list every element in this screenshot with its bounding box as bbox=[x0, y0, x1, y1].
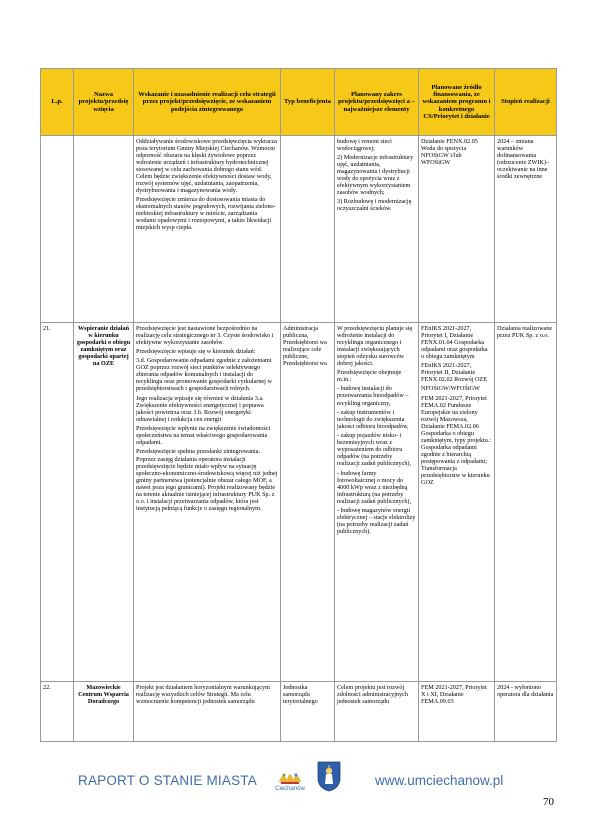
table-row bbox=[41, 682, 557, 742]
row-status: 2024 – zmiana warunków dofinansowania (odrzucenie ZWIK)– oczekiwanie na inne środki zewnętrzne bbox=[495, 136, 557, 323]
jubilee-logo-text: Ciechanów bbox=[275, 786, 305, 792]
footer-website-link[interactable]: www.umciechanow.pl bbox=[375, 773, 504, 788]
funding-item: FEnIKS 2021-2027, Priorytet II, Działanie FENX.02.02 Rozwój OZE bbox=[421, 362, 487, 384]
header-justification: Wskazanie i uzasadnienie realizacji celu strategii przez projekt/przedsięwzięcie, ze wskazaniem podejścia zintegrowanego bbox=[134, 69, 281, 136]
header-planned-scope: Planowany zakres projektu/przedsięwzięci a – najważniejsze elementy bbox=[335, 69, 419, 136]
page-number: 70 bbox=[543, 796, 554, 808]
row-funding: Działanie FENX.02.05 Woda do spożycia NFOŚiGW i/lub WFOŚiGW bbox=[419, 136, 495, 323]
scope-item: 3) Rozbudowę i modernizację oczyszczalni ścieków. bbox=[337, 198, 412, 213]
row-scope bbox=[335, 682, 419, 742]
funding-item: FEM 2021-2027, Priorytet FEMA.02 Fundusze Europejskie na zielony rozwój Mazowsza, Działanie FEMA.02.06 Gospodarka o obiegu zamkniętym, typy projektu.: Gospodarka odpadami zgodnie z hierarchią postępowania z odpadami; Transformacja przedsiębiorstw w kierunku GOZ bbox=[421, 394, 492, 487]
row-scope bbox=[335, 136, 419, 323]
description-paragraph: Przedsięwzięcie jest nastawione bezpośrednio na realizację celu strategicznego nr 3. Czyste środowisko i efektywne wykorzystanie zasobów. bbox=[136, 324, 274, 346]
scope-item: - zakup instrumentów i technologii do zwiększenia jakości odbioru bioodpadów, bbox=[337, 408, 409, 430]
header-project-name: Nazwa projektu/przedsię wzięcia bbox=[74, 69, 134, 136]
table-header-row bbox=[41, 69, 557, 136]
row-lp bbox=[41, 136, 74, 323]
row-project-name: Mazowieckie Centrum Wsparcia Doradczego bbox=[74, 682, 134, 742]
scope-item: - zakup pojazdów nisko- i bezemisyjnych wraz z wyposażeniem do odbioru odpadów (na potrzeby realizacji zadań publicznych), bbox=[337, 432, 412, 468]
header-funding-source: Planowane źródło finansowania, ze wskazaniem programu i konkretnego CS/Priorytet i działanie bbox=[419, 69, 495, 136]
scope-item: budowę i remont sieci wodociągowej; bbox=[337, 137, 392, 152]
scope-item: Przedsięwzięcie obejmuje m.in.: bbox=[337, 369, 402, 384]
description-paragraph: Przedsięwzięcie wpłynie na zwiększenie świadomości społeczeństwa na temat właściwego gospodarowania odpadami. bbox=[136, 425, 271, 447]
description-paragraph: Oddziaływanie środowiskowe przedsięwzięcia wykracza poza terytorium Gminy Miejskiej Ciechanów. Wzmocni odporność obszaru na klęski żywiołowe poprzez wdrożenie urządzeń i infrastruktury hydrotechnicznej stosowanej w celu zachowania dobrego stanu wód. Celem będzie zwiększenie efektywności dostaw wody, rozwój systemów ujęć, uzdatniania, zaopatrzenia, dystrybuowania i magazynowania wody. bbox=[136, 137, 278, 194]
row-status: Działania realizowane przez PUK Sp. z o.o. bbox=[495, 323, 557, 682]
row-beneficiary: Jednostka samorządu terytorialnego bbox=[281, 682, 335, 742]
row-description bbox=[134, 682, 281, 742]
scope-item: - budowę instalacji do przetwarzania bioodpadów – recykling organiczny, bbox=[337, 385, 409, 407]
header-beneficiary-type: Typ beneficjenta bbox=[281, 69, 335, 136]
table-row bbox=[41, 136, 557, 323]
description-paragraph: Przedsięwzięcie wpisuje się w kierunek działań: bbox=[136, 347, 256, 355]
row-project-name: Wspieranie działań w kierunku gospodarki o obiegu zamkniętym oraz gospodarki opartej na OZE bbox=[74, 323, 134, 682]
scope-item: - budowę farmy fotowoltaicznej o mocy do 4000 kWp wraz z niezbędną infrastrukturą (na potrzeby realizacji zadań publicznych), bbox=[337, 469, 412, 505]
city-crest-icon bbox=[316, 760, 342, 792]
row-beneficiary: Administracja publiczna, Przedsiębiorst wa realizujące cele publiczne, Przedsiębiorst wa bbox=[281, 323, 335, 682]
description-paragraph: Przedsięwzięcie zmierza do dostosowania miasta do ekstremalnych stanów pogodowych, rozwijania zielono-niebieskiej infrastruktury w mieście, zarządzania wodami opadowymi i roztopowymi, a także likwidacji miejskich wysp ciepła. bbox=[136, 196, 276, 232]
scope-item: 2) Modernizacje infrastruktury ujęć, uzdatniania, magazynowania i dystrybucji wody do spożycia wraz z efektywnym wykorzystaniem zasobów wodnych; bbox=[337, 153, 414, 197]
row-lp: 22. bbox=[41, 682, 74, 742]
description-paragraph: Jego realizacja wpisuje się również w działania 3.a. Zwiększenie efektywności energetycznej i poprawa jakości powietrza oraz 3.b. Rozwój energetyki odnawialnej i redukcja cen energii bbox=[136, 394, 264, 423]
header-status: Stopień realizacji bbox=[495, 69, 557, 136]
row-beneficiary bbox=[281, 136, 335, 323]
row-description bbox=[134, 136, 281, 323]
jubilee-logo-icon bbox=[275, 762, 305, 792]
row-funding bbox=[419, 323, 495, 682]
funding-item: NFOŚiGW/WFOŚiGW bbox=[421, 385, 480, 393]
table-row bbox=[41, 323, 557, 682]
row-funding: FEM 2021-2027, Priorytet X i XI, Działanie FEMA.09.03 bbox=[419, 682, 495, 742]
scope-item: - budowę magazynów energii elektrycznej – stacje elektrolizy (na potrzeby realizacji zadań publicznych). bbox=[337, 507, 416, 536]
row-status: 2024 - wyłoniono operatora dla działania bbox=[495, 682, 557, 742]
description-paragraph: 3.d. Gospodarowanie odpadami zgodnie z założeniami GOZ poprzez rozwój sieci punktów selektywnego zbierania odpadów komunalnych i instalacji do recyklingu oraz promowanie gospodarki cyrkularnej w przedsiębiorstwach i gospodarstwach rolnych. bbox=[136, 357, 272, 393]
row-project-name bbox=[74, 136, 134, 323]
scope-item: W przedsięwzięciu planuje się wdrożenie instalacji do recyklingu organicznego i instalacji zwiększających stopień odzysku surowców dobrej jakości. bbox=[337, 324, 413, 367]
funding-item: FEnIKS 2021-2027, Priorytet I, Działanie FENX.01.04 Gospodarka odpadami oraz gospodarka o obiegu zamkniętym bbox=[421, 324, 488, 360]
row-lp: 21. bbox=[41, 323, 74, 682]
row-description bbox=[134, 323, 281, 682]
scope-item: Celem projektu jest rozwój zdolności administracyjnych jednostek samorządu bbox=[337, 683, 408, 705]
description-paragraph: Projekt jest działaniem horyzontalnym warunkującym realizację wszystkich celów Strategii. Ma celu wzmocnienie kompetencji jednostek samorządu bbox=[136, 683, 271, 705]
projects-table bbox=[40, 68, 557, 742]
footer-report-title: RAPORT O STANIE MIASTA bbox=[78, 773, 257, 788]
row-scope bbox=[335, 323, 419, 682]
header-lp: L.p. bbox=[41, 69, 74, 136]
description-paragraph: Przedsięwzięcie spełnia przesłanki zintegrowania. Poprzez zasięg działania operatora instalacji przedsięwzięcie będzie miało wpływ na sytuację społeczno-ekonomiczno-środowiskową więcej niż jednej gminy partnerstwa (potencjalnie obszar całego MOF, a nawet poza jego granicami). Projekt realizowany będzie na terenie aktualnie istniejącej infrastruktury PUK Sp. z o.o. i instalacji przetwarzania odpadów, która jest instytucją pełniącą funkcje o zasięgu regionalnym. bbox=[136, 448, 278, 512]
